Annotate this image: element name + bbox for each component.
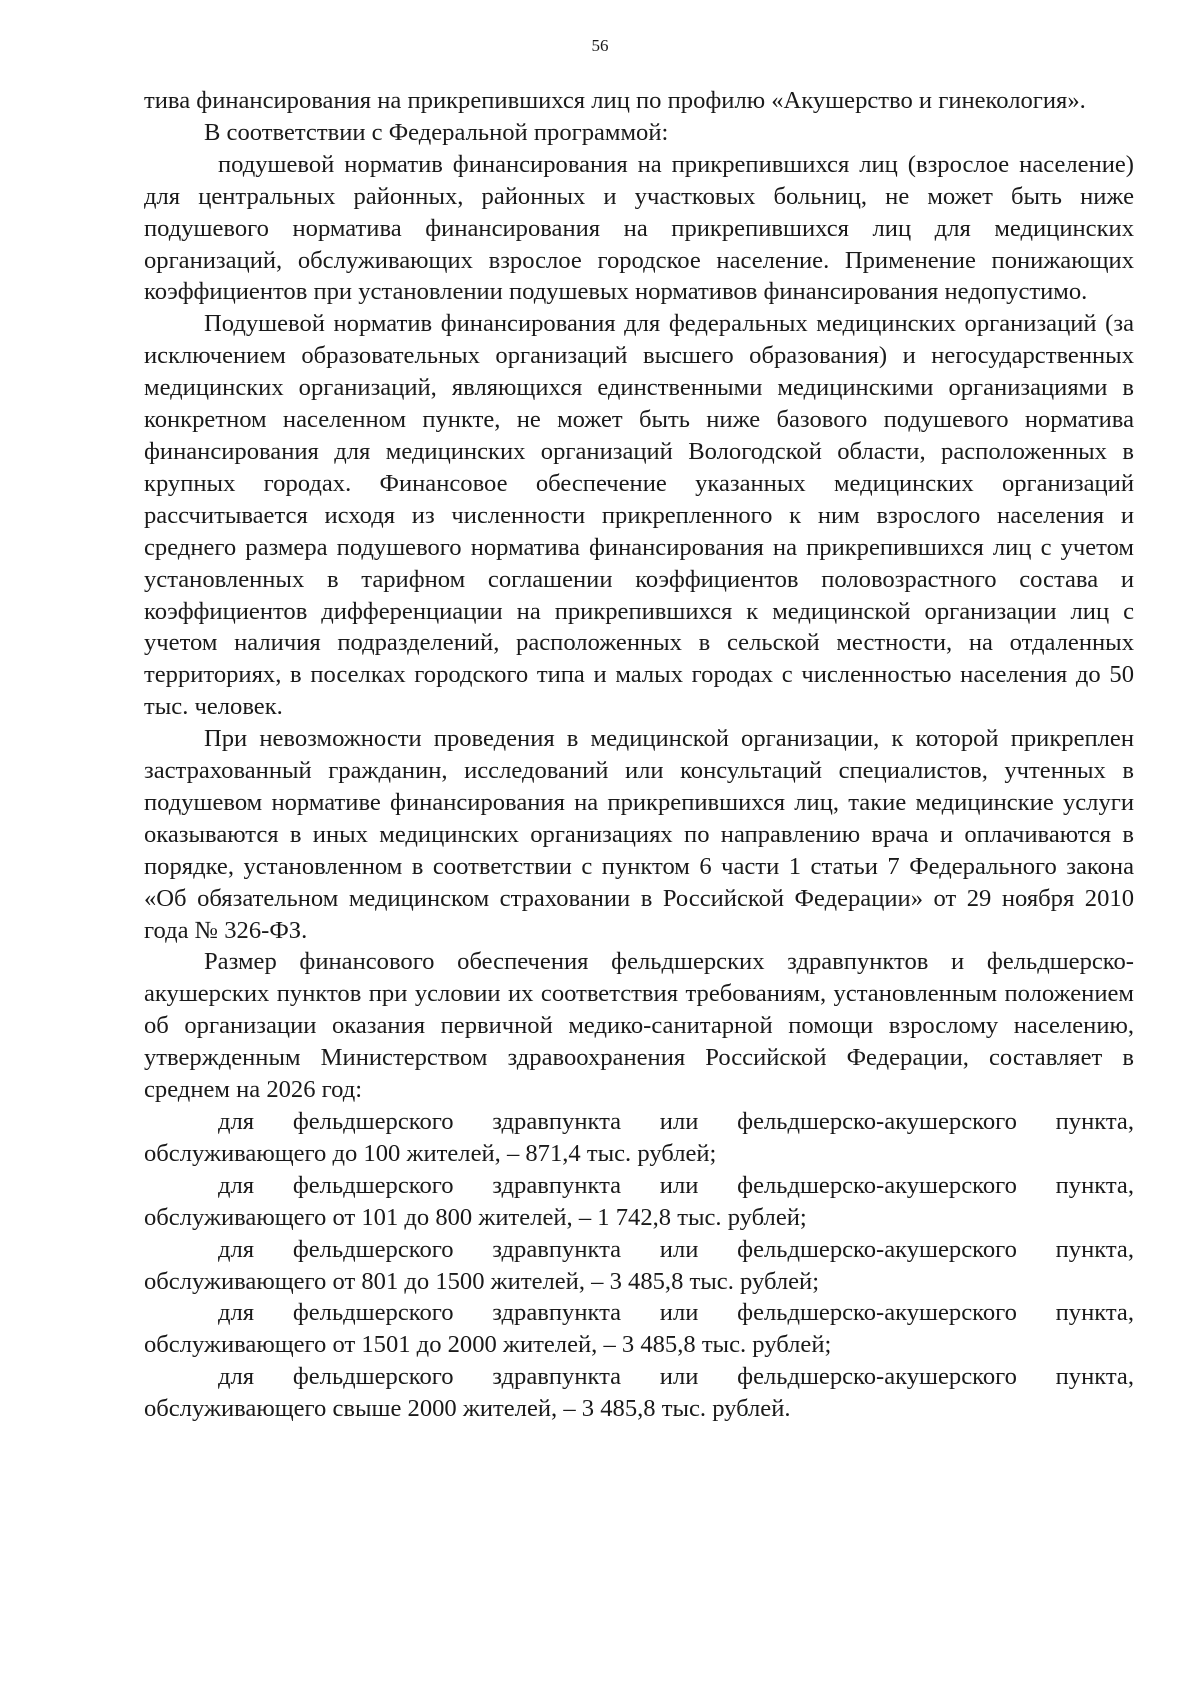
page-number: 56 [591,36,609,55]
paragraph-federal-organizations: Подушевой норматив финансирования для федеральных медицинских организаций (за исключением образовательных организаций высшего образования) и негосударственных медицинских организаций, являющихся единственными медицинскими организациями в конкретном населенном пункте, не может быть ниже базового подушевого норматива финансирования для медицинских организаций Вологодской области, расположенных в крупных городах. Финансовое обеспечение указанных медицинских организаций рассчитывается исходя из численности прикрепленного к ним взрослого населения и среднего размера подушевого норматива финансирования на прикрепившихся лиц с учетом установленных в тарифном соглашении коэффициентов половозрастного состава и коэффициентов дифференциации на прикрепившихся к медицинской организации лиц с учетом наличия подразделений, расположенных в сельской местности, на отдаленных территориях, в поселках городского типа и малых городах с численностью населения до 50 тыс. человек. [144,310,1134,721]
list-item-up-to-100: для фельдшерского здравпункта или фельдшерско-акушерского пункта, обслуживающего до 100 жителей, – 871,4 тыс. рублей; [144,1108,1134,1167]
paragraph-continuation: тива финансирования на прикрепившихся лиц по профилю «Акушерство и гинекология». [144,87,1086,114]
list-item-101-800: для фельдшерского здравпункта или фельдшерско-акушерского пункта, обслуживающего от 101 до 800 жителей, – 1 742,8 тыс. рублей; [144,1171,1134,1231]
paragraph-per-capita-rural: подушевой норматив финансирования на прикрепившихся лиц (взрослое население) для центральных районных, районных и участковых больниц, не может быть ниже подушевого норматива финансирования на прикрепившихся лиц для медицинских организаций, обслуживающих взрослое городское население. Применение понижающих коэффициентов при установлении подушевых нормативов финансирования недопустимо. [144,150,1134,306]
paragraph-feldsher-points-funding: Размер финансового обеспечения фельдшерских здравпунктов и фельдшерско-акушерских пунктов при условии их соответствия требованиям, установленным положением об организации оказания первичной медико-санитарной помощи взрослому населению, утвержденным Министерством здравоохранения Российской Федерации, составляет в среднем на 2026 год: [144,948,1134,1104]
document-body [144,85,1134,1425]
paragraph-other-organizations: При невозможности проведения в медицинской организации, к которой прикреплен застрахованный гражданин, исследований или консультаций специалистов, учтенных в подушевом нормативе финансирования на прикрепившихся лиц, такие медицинские услуги оказываются в иных медицинских организациях по направлению врача и оплачиваются в порядке, установленном в соответствии с пунктом 6 части 1 статьи 7 Федерального закона «Об обязательном медицинском страховании в Российской Федерации» от 29 ноября 2010 года № 326-ФЗ. [144,725,1134,944]
list-item-1501-2000: для фельдшерского здравпункта или фельдшерско-акушерского пункта, обслуживающего от 1501 до 2000 жителей, – 3 485,8 тыс. рублей; [144,1299,1134,1359]
list-item-over-2000: для фельдшерского здравпункта или фельдшерско-акушерского пункта, обслуживающего свыше 2000 жителей, – 3 485,8 тыс. рублей. [144,1363,1134,1423]
list-item-801-1500: для фельдшерского здравпункта или фельдшерско-акушерского пункта, обслуживающего от 801 до 1500 жителей, – 3 485,8 тыс. рублей; [144,1235,1134,1295]
paragraph-federal-program-intro: В соответствии с Федеральной программой: [204,118,669,146]
